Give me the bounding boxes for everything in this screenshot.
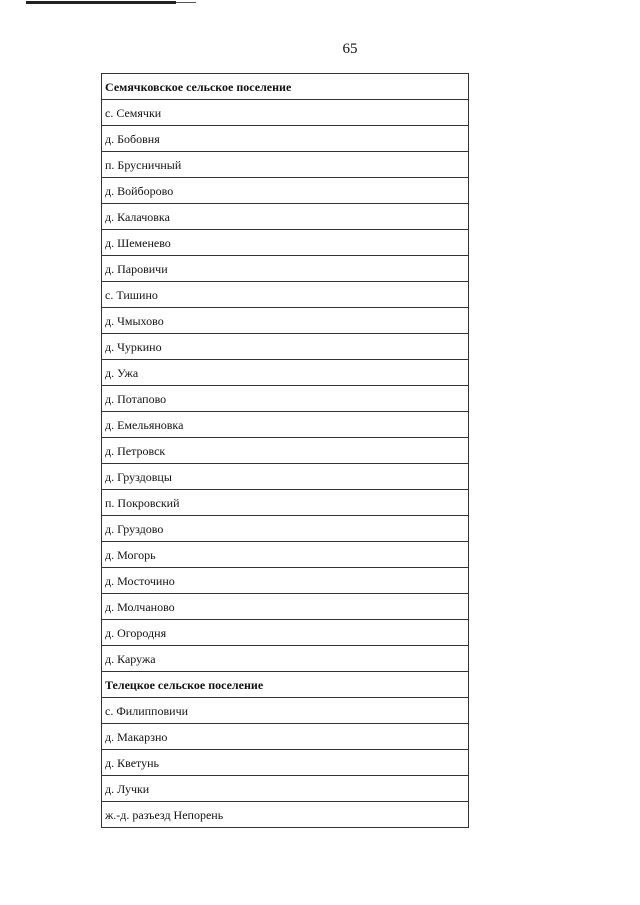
table-row (102, 646, 469, 672)
table-row (102, 464, 469, 490)
settlement-cell: с. Тишино (102, 282, 469, 308)
table-row (102, 126, 469, 152)
settlements-table-body (102, 74, 469, 828)
settlement-cell: д. Ужа (102, 360, 469, 386)
settlement-cell: д. Потапово (102, 386, 469, 412)
settlement-cell: д. Чуркино (102, 334, 469, 360)
settlement-cell: д. Могорь (102, 542, 469, 568)
table-row (102, 386, 469, 412)
table-row (102, 282, 469, 308)
table-row (102, 594, 469, 620)
table-row (102, 152, 469, 178)
settlement-cell: с. Филипповичи (102, 698, 469, 724)
section-header-cell: Семячковское сельское поселение (102, 74, 469, 100)
settlement-cell: д. Лучки (102, 776, 469, 802)
table-row (102, 412, 469, 438)
table-row (102, 750, 469, 776)
section-header-cell: Телецкое сельское поселение (102, 672, 469, 698)
table-row (102, 776, 469, 802)
table-row (102, 568, 469, 594)
table-row (102, 204, 469, 230)
section-header-row (102, 672, 469, 698)
page-number: 65 (342, 41, 358, 57)
table-row (102, 802, 469, 828)
table-row (102, 308, 469, 334)
table-row (102, 724, 469, 750)
table-row (102, 516, 469, 542)
settlement-cell: д. Молчаново (102, 594, 469, 620)
settlement-cell: д. Каружа (102, 646, 469, 672)
settlement-cell: д. Чмыхово (102, 308, 469, 334)
table-row (102, 256, 469, 282)
top-rule (26, 1, 176, 4)
settlement-cell: д. Кветунь (102, 750, 469, 776)
table-row (102, 698, 469, 724)
settlement-cell: п. Покровский (102, 490, 469, 516)
table-row (102, 542, 469, 568)
settlement-cell: д. Груздовцы (102, 464, 469, 490)
table-row (102, 490, 469, 516)
settlement-cell: д. Калачовка (102, 204, 469, 230)
settlements-table (101, 73, 469, 828)
top-rule-extension (176, 2, 196, 3)
settlement-cell: д. Шеменево (102, 230, 469, 256)
settlement-cell: д. Паровичи (102, 256, 469, 282)
settlement-cell: д. Войборово (102, 178, 469, 204)
settlement-cell: д. Бобовня (102, 126, 469, 152)
table-row (102, 100, 469, 126)
settlement-cell: ж.-д. разъезд Непорень (102, 802, 469, 828)
table-row (102, 178, 469, 204)
settlement-cell: п. Брусничный (102, 152, 469, 178)
table-row (102, 360, 469, 386)
settlement-cell: д. Мосточино (102, 568, 469, 594)
settlement-cell: д. Груздово (102, 516, 469, 542)
table-row (102, 438, 469, 464)
table-row (102, 230, 469, 256)
settlement-cell: д. Петровск (102, 438, 469, 464)
section-header-row (102, 74, 469, 100)
settlement-cell: с. Семячки (102, 100, 469, 126)
settlement-cell: д. Емельяновка (102, 412, 469, 438)
settlement-cell: д. Огородня (102, 620, 469, 646)
settlement-cell: д. Макарзно (102, 724, 469, 750)
table-row (102, 334, 469, 360)
table-row (102, 620, 469, 646)
